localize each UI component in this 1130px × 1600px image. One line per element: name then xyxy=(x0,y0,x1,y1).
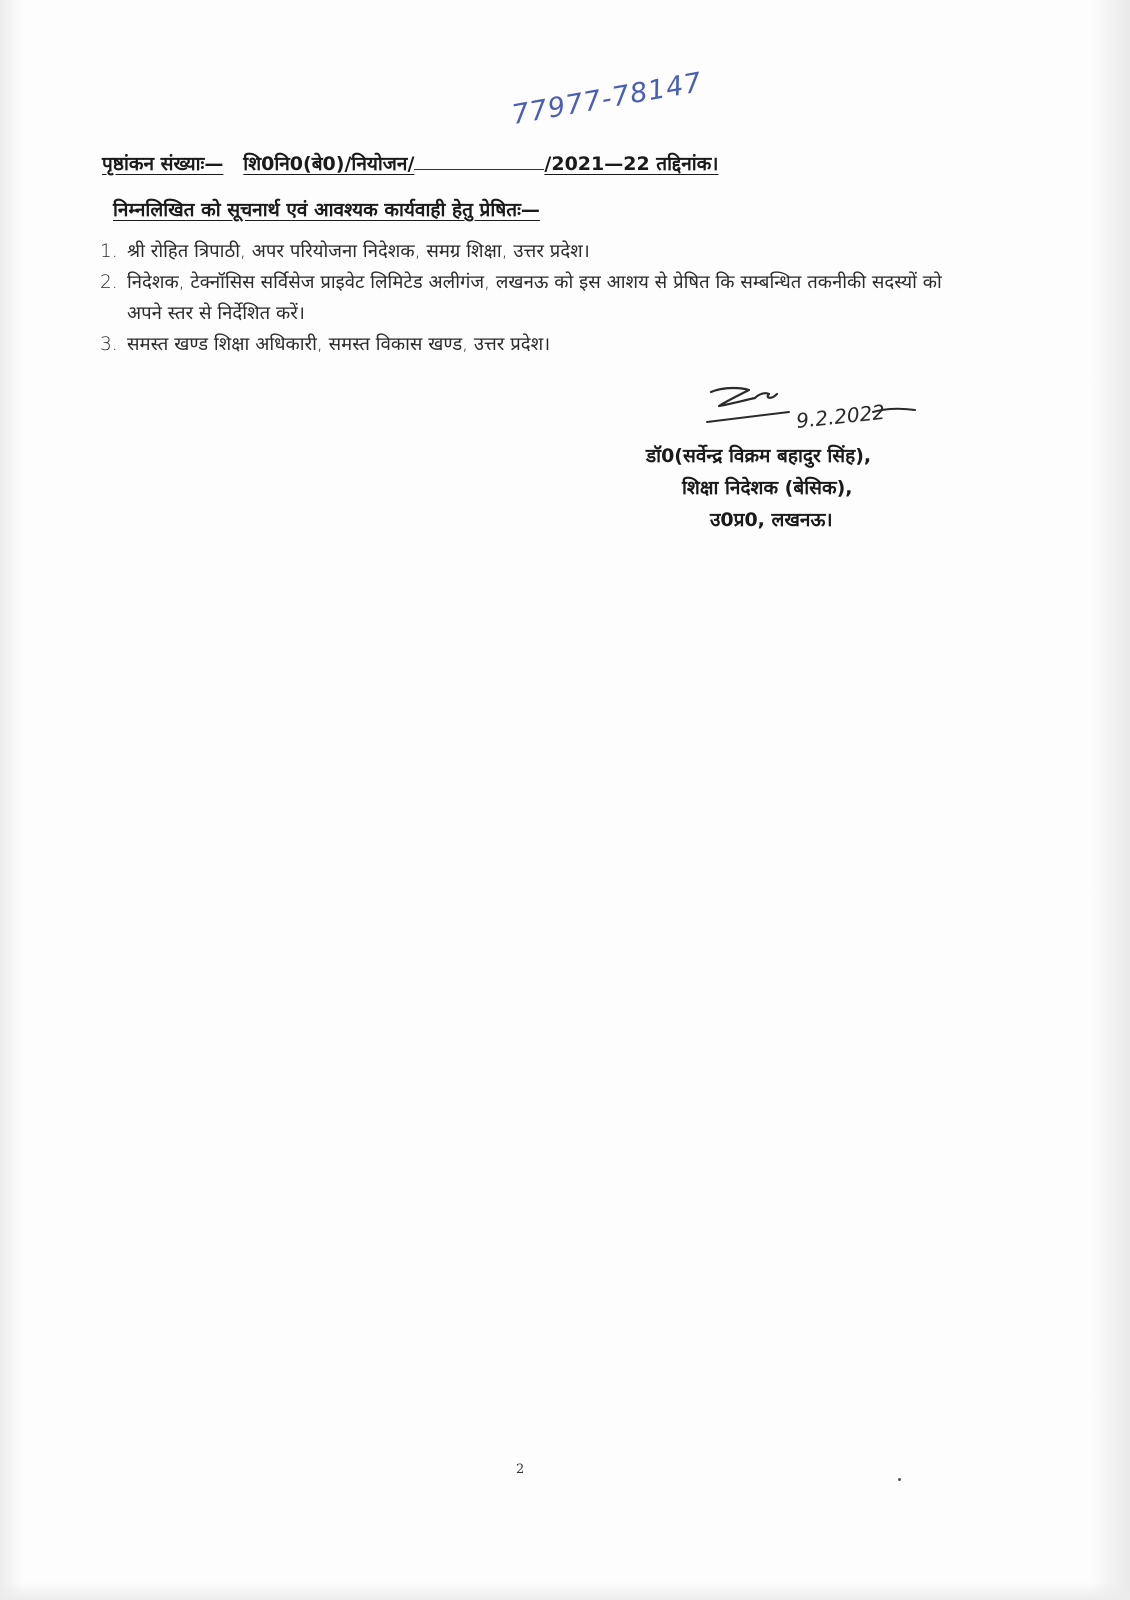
scan-edge-bottom xyxy=(0,1582,1130,1600)
page-number: 2 xyxy=(516,1462,525,1477)
endorsement-year-date: /2021—22 तद्दिनांक। xyxy=(544,153,719,175)
signatory-block xyxy=(640,440,940,536)
recipient-text: निदेशक, टेक्नॉसिस सर्विसेज प्राइवेट लिमिटेड अलीगंज, लखनऊ को इस आशय से प्रेषित कि सम्बन्धित तकनीकी सदस्यों को अपने स्तर से निर्देशित करें। xyxy=(127,272,942,324)
endorsement-line xyxy=(102,150,719,176)
signature-drawing xyxy=(705,378,925,438)
recipient-list xyxy=(100,236,980,360)
signatory-location: उ0प्र0, लखनऊ। xyxy=(710,509,833,531)
signatory-name: डॉ0(सर्वेन्द्र विक्रम बहादुर सिंह), xyxy=(646,445,872,467)
endorsement-label: पृष्ठांकन संख्याः— xyxy=(102,153,224,175)
recipient-item xyxy=(100,329,980,360)
handwritten-dispatch-number: 77977-78147 xyxy=(509,67,705,131)
recipient-number: 2. xyxy=(100,272,118,293)
scan-edge-right xyxy=(1090,0,1130,1600)
endorsement-reference: शि0नि0(बे0)/नियोजन/ xyxy=(243,153,415,175)
scan-edge-left xyxy=(0,0,22,1600)
signatory-designation: शिक्षा निदेशक (बेसिक), xyxy=(682,477,853,499)
recipient-number: 3. xyxy=(100,334,118,355)
forwarding-heading: निम्नलिखित को सूचनार्थ एवं आवश्यक कार्यवाही हेतु प्रेषितः— xyxy=(113,199,540,221)
recipient-number: 1. xyxy=(100,241,118,262)
recipient-item xyxy=(100,236,980,267)
recipient-text: समस्त खण्ड शिक्षा अधिकारी, समस्त विकास खण्ड, उत्तर प्रदेश। xyxy=(127,334,551,355)
handwritten-signature xyxy=(705,378,925,438)
dispatch-number-blank xyxy=(414,153,544,170)
recipient-text: श्री रोहित त्रिपाठी, अपर परियोजना निदेशक, समग्र शिक्षा, उत्तर प्रदेश। xyxy=(127,241,590,262)
recipient-item xyxy=(100,267,980,329)
scan-speck xyxy=(898,1478,901,1481)
signature-date: 9.2.2022 xyxy=(795,399,887,433)
